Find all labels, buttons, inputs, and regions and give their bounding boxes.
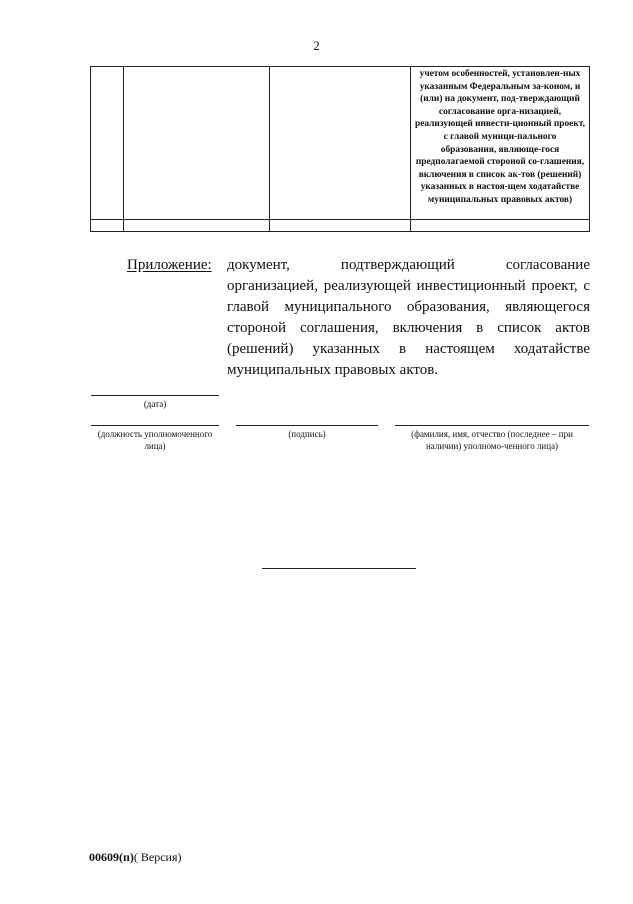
position-line xyxy=(91,425,219,426)
table-cell xyxy=(91,220,124,232)
date-caption: (дата) xyxy=(143,399,167,409)
table-row xyxy=(91,67,590,220)
page-number: 2 xyxy=(313,38,320,53)
date-line xyxy=(91,395,219,396)
table-cell-number xyxy=(91,67,124,220)
table-cell xyxy=(411,220,590,232)
position-caption: (должность уполномоченного лица) xyxy=(97,429,213,451)
name-caption: (фамилия, имя, отчество (последнее – при наличии) уполномо-ченного лица) xyxy=(411,429,573,451)
table-cell-name xyxy=(124,67,270,220)
table-cell-empty xyxy=(270,67,411,220)
end-separator xyxy=(262,568,416,569)
document-code xyxy=(89,850,182,865)
table-cell xyxy=(270,220,411,232)
appendix-label: Приложение: xyxy=(127,257,212,273)
document-version: ( Версия) xyxy=(133,850,182,864)
signature-caption: (подпись) xyxy=(288,429,326,439)
table-row xyxy=(91,220,590,232)
document-code-number: 00609(п) xyxy=(89,850,134,864)
table-cell-documents xyxy=(411,67,590,220)
signature-line xyxy=(236,425,378,426)
name-line xyxy=(395,425,589,426)
continuation-table xyxy=(90,66,590,232)
table-cell-text: учетом особенностей, установлен-ных указанным Федеральным за-коном, и (или) на документ, под-тверждающий согласование орга-низацией, реализующей инвести-ционный проект, с главой муници-пального образования, являюще-гося предполагаемой стороной со-глашения, включения в список ак-тов (решений) указанных в настоя-щем ходатайстве муниципальных правовых актов) xyxy=(415,69,585,205)
appendix-text: документ, подтверждающий согласование организацией, реализующей инвестиционный проект, с главой муниципального образования, являющегося стороной соглашения, включения в список актов (решений) указанных в настоящем ходатайстве муниципальных правовых актов. xyxy=(227,257,590,378)
table-cell xyxy=(124,220,270,232)
